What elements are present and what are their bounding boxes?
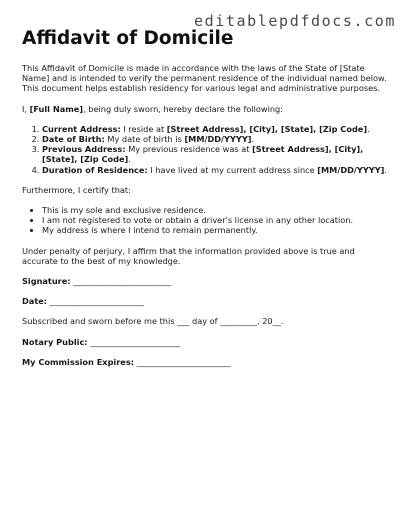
commission-label: My Commission Expires: — [22, 356, 134, 367]
bullet-item: • My address is where I intend to remain permanently. — [42, 225, 392, 235]
declaration-prefix: I, — [22, 103, 30, 114]
list-end: . — [384, 164, 387, 175]
notary-field[interactable] — [22, 337, 392, 347]
list-end: . — [367, 123, 370, 134]
document — [22, 28, 392, 377]
list-item-previous-address — [42, 144, 392, 164]
list-label: Date of Birth: — [42, 134, 105, 145]
certify-intro: Furthermore, I certify that: — [22, 184, 131, 195]
list-value: [Street Address], [City], [State], [Zip Code] — [42, 144, 364, 165]
list-text: I have lived at my current address since — [147, 164, 318, 175]
list-text: I reside at — [120, 123, 167, 134]
list-item-duration-of-residence — [42, 165, 392, 175]
bullet-item: • I am not registered to vote or obtain a driver's license in any other location. — [42, 215, 392, 225]
full-name-placeholder: [Full Name] — [29, 103, 84, 114]
list-item-date-of-birth — [42, 134, 392, 144]
list-end: . — [128, 154, 131, 165]
list-text: My previous residence was at — [125, 144, 253, 155]
date-field[interactable] — [22, 296, 392, 306]
declaration-paragraph — [22, 104, 392, 114]
commission-line[interactable]: _______________________ — [136, 356, 231, 367]
list-item-current-address — [42, 124, 392, 134]
list-end: . — [251, 134, 255, 145]
perjury-paragraph: Under penalty of perjury, I affirm that the information provided above is true and accurate to the best of my knowledge. — [22, 245, 355, 266]
list-label: Current Address: — [42, 123, 121, 134]
list-value: [MM/DD/YYYY] — [317, 164, 385, 175]
subscribed-line: Subscribed and sworn before me this ___ day of _________, 20__. — [22, 316, 284, 327]
list-text: My date of birth is — [104, 134, 185, 145]
declaration-suffix: , being duly sworn, hereby declare the following: — [83, 103, 284, 114]
signature-line[interactable]: ________________________ — [73, 276, 172, 287]
signature-field[interactable] — [22, 276, 392, 286]
intro-paragraph: This Affidavit of Domicile is made in accordance with the laws of the State of [State Name] and is intended to verify the permanent residence of the individual named below. This document helps establish residency for various legal and administrative purposes. — [22, 63, 387, 94]
list-label: Duration of Residence: — [42, 164, 148, 175]
date-line[interactable]: _______________________ — [49, 296, 144, 307]
list-label: Previous Address: — [42, 144, 126, 155]
watermark: editablepdfdocs.com — [194, 12, 396, 30]
date-label: Date: — [22, 296, 48, 307]
bullet-item: • This is my sole and exclusive residence. — [42, 205, 392, 215]
signature-label: Signature: — [22, 276, 71, 287]
commission-field[interactable] — [22, 357, 392, 367]
document-title: Affidavit of Domicile — [22, 28, 234, 49]
list-value: [Street Address], [City], [State], [Zip Code] — [166, 123, 368, 134]
declaration-list — [22, 124, 392, 175]
certify-list — [22, 205, 392, 236]
notary-line[interactable]: ______________________ — [90, 336, 181, 347]
notary-label: Notary Public: — [22, 336, 88, 347]
list-value: [MM/DD/YYYY] — [184, 134, 252, 145]
